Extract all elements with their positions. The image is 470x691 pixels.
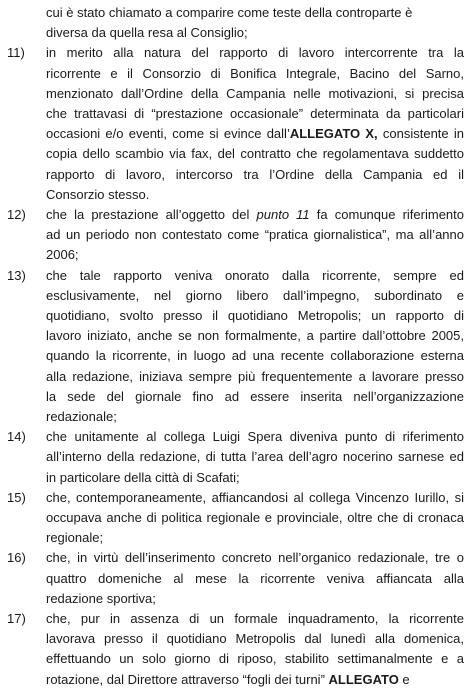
line-text xyxy=(46,224,464,246)
text-segment: ricorrente e il Consorzio di Bonifica Integrale, Bacino del Sarno, xyxy=(46,65,464,81)
text-segment: esclusivamente, nel giorno libero dall’impegno, subordinato e xyxy=(46,287,464,303)
text-segment: che tale rapporto veniva onorato dalla ricorrente, sempre ed xyxy=(46,267,464,283)
text-segment: che, pur in assenza di un formale inquadramento, la ricorrente xyxy=(46,611,464,626)
line-text xyxy=(46,487,464,509)
text-segment: menzionato dall’Ordine della Campania nelle motivazioni, si precisa xyxy=(46,85,464,101)
line-text xyxy=(46,265,464,287)
text-segment: ad un periodo non contestato come “pratica giornalistica”, ma all’anno xyxy=(46,227,464,243)
bold-reference: ALLEGATO xyxy=(328,671,399,687)
text-line xyxy=(0,345,470,367)
text-line xyxy=(0,143,470,165)
text-segment: redazione sportiva; xyxy=(46,590,156,606)
text-segment: quando la ricorrente, in luogo ad una recente collaborazione esterna xyxy=(46,348,464,364)
text-line xyxy=(0,285,470,307)
line-text xyxy=(46,184,464,206)
text-segment: quotidiano, svolto presso il quotidiano Metropolis; un rapporto di xyxy=(46,308,464,323)
item-number: 13) xyxy=(7,267,26,283)
text-segment: la sede del giornale fino ad essere inserita nell’organizzazione xyxy=(46,388,464,404)
text-line xyxy=(0,123,470,145)
text-line xyxy=(0,224,470,246)
line-text xyxy=(46,588,464,610)
text-line xyxy=(0,669,470,691)
item-number: 12) xyxy=(7,207,26,222)
text-line xyxy=(0,325,470,347)
text-line xyxy=(0,305,470,327)
text-segment: che la prestazione all’oggetto del xyxy=(46,207,257,222)
bold-reference: ALLEGATO X, xyxy=(289,126,378,142)
text-segment: alla redazione, iniziava sempre più frequentemente a lavorare presso xyxy=(46,368,464,384)
text-line xyxy=(0,103,470,125)
line-text xyxy=(46,446,464,468)
line-text xyxy=(46,406,464,428)
line-text xyxy=(46,426,464,448)
line-text xyxy=(46,285,464,307)
item-number: 11) xyxy=(7,45,25,61)
line-text xyxy=(46,366,464,388)
text-line xyxy=(0,608,470,630)
line-text xyxy=(46,63,464,85)
text-line xyxy=(0,568,470,590)
item-number: 16) xyxy=(7,550,26,566)
text-line xyxy=(0,184,470,206)
text-line xyxy=(0,406,470,428)
text-line xyxy=(0,63,470,85)
text-line xyxy=(0,386,470,408)
text-line xyxy=(0,446,470,468)
text-line xyxy=(0,588,470,610)
text-segment: che, contemporaneamente, affiancandosi al collega Vincenzo Iurillo, si xyxy=(46,489,464,505)
text-segment: occupava anche di politica regionale e provinciale, oltre che di cronaca xyxy=(46,510,464,525)
line-text xyxy=(46,143,464,165)
text-segment: consistente in xyxy=(377,126,464,142)
text-segment: cui è stato chiamato a comparire come teste della controparte è xyxy=(46,5,413,20)
item-number: 14) xyxy=(7,429,26,445)
text-line xyxy=(0,507,470,529)
text-segment: lavorava presso il quotidiano Metropolis dal lunedì alla domenica, xyxy=(46,631,464,647)
text-line xyxy=(0,426,470,448)
line-text xyxy=(46,547,464,569)
line-text xyxy=(46,204,464,226)
text-segment: rapporto di lavoro, intercorso tra l’Ordine della Campania ed il xyxy=(46,166,464,182)
line-text xyxy=(46,103,464,125)
text-segment: effettuando un solo giorno di riposo, stabilito settimanalmente e a xyxy=(46,651,464,667)
italic-reference: punto 11 xyxy=(256,207,310,222)
text-segment: quattro domeniche al mese la ricorrente veniva affiancata alla xyxy=(46,570,464,586)
text-segment: rotazione, dal Direttore attraverso “fogli dei turni” xyxy=(46,671,329,687)
line-text xyxy=(46,244,464,266)
line-text xyxy=(46,386,464,408)
line-text xyxy=(46,305,464,327)
text-line xyxy=(0,648,470,670)
line-text xyxy=(46,507,464,529)
line-text xyxy=(46,345,464,367)
line-text xyxy=(46,164,464,186)
line-text xyxy=(46,123,464,145)
text-segment: che unitamente al collega Luigi Spera diveniva punto di riferimento xyxy=(46,429,464,445)
text-segment: occasioni e/o eventi, come si evince dall’ xyxy=(46,126,290,142)
text-line xyxy=(0,527,470,549)
line-text xyxy=(46,42,464,64)
text-line xyxy=(0,164,470,186)
line-text xyxy=(46,568,464,590)
text-line xyxy=(0,265,470,287)
text-line xyxy=(0,2,470,24)
text-segment: in particolare della città di Scafati; xyxy=(46,469,240,485)
text-segment: in merito alla natura del rapporto di lavoro intercorrente tra la xyxy=(46,45,464,61)
text-line xyxy=(0,204,470,226)
text-line xyxy=(0,22,470,44)
text-line xyxy=(0,244,470,266)
text-line xyxy=(0,366,470,388)
text-segment: all’interno della redazione, di tutta l’area dell’agro nocerino sarnese ed xyxy=(46,449,464,465)
text-line xyxy=(0,83,470,105)
text-line xyxy=(0,467,470,489)
text-segment: fa comunque riferimento xyxy=(309,207,464,222)
line-text xyxy=(46,22,464,44)
text-segment: diversa da quella resa al Consiglio; xyxy=(46,25,248,41)
line-text xyxy=(46,2,464,24)
text-segment: lavoro iniziato, anche se non formalmente, a partire dall’ottobre 2005, xyxy=(46,328,464,344)
text-segment: Consorzio stesso. xyxy=(46,186,150,202)
text-line xyxy=(0,628,470,650)
text-line xyxy=(0,547,470,569)
line-text xyxy=(46,83,464,105)
item-number: 15) xyxy=(7,489,26,505)
text-segment: redazionale; xyxy=(46,409,117,424)
text-line xyxy=(0,487,470,509)
line-text xyxy=(46,648,464,670)
text-segment: e xyxy=(398,671,410,687)
text-segment: regionale; xyxy=(46,530,104,546)
line-text xyxy=(46,527,464,549)
line-text xyxy=(46,325,464,347)
line-text xyxy=(46,467,464,489)
line-text xyxy=(46,628,464,650)
line-text xyxy=(46,608,464,630)
text-segment: che trattavasi di “prestazione occasionale” determinata da particolari xyxy=(46,106,464,121)
text-segment: copia dello scambio via fax, del contratto che regolamentava suddetto xyxy=(46,146,464,162)
text-segment: che, in virtù dell’inserimento concreto nell’organico redazionale, tre o xyxy=(46,550,464,566)
text-segment: 2006; xyxy=(46,247,79,263)
text-line xyxy=(0,42,470,64)
line-text xyxy=(46,669,464,691)
item-number: 17) xyxy=(7,611,26,626)
